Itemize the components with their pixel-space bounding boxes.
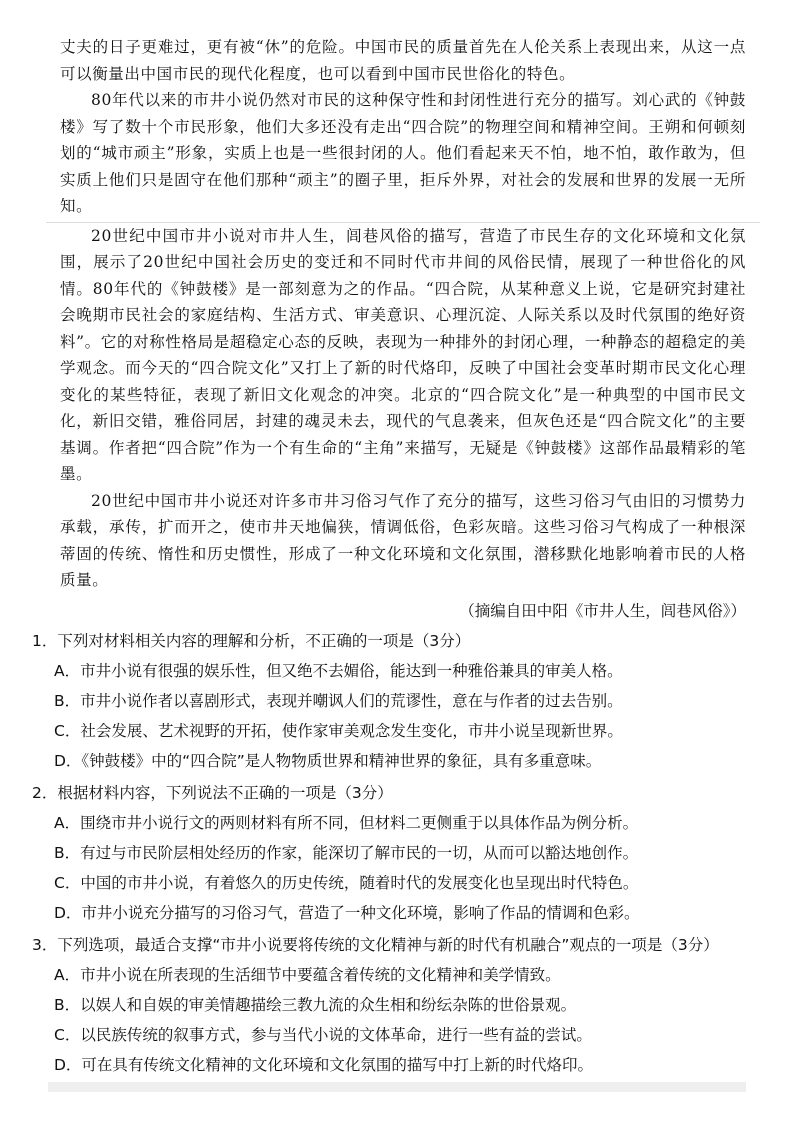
option-c[interactable]: C．社会发展、艺术视野的开拓，使作家审美观念发生变化，市井小说呈现新世界。 bbox=[54, 721, 623, 740]
option-c[interactable]: C．中国的市井小说，有着悠久的历史传统，随着时代的发展变化也呈现出时代特色。 bbox=[54, 873, 639, 892]
option-b[interactable]: B．市井小说作者以喜剧形式，表现并嘲讽人们的荒谬性，意在与作者的过去告别。 bbox=[54, 691, 623, 710]
source-citation: （摘编自田中阳《市井人生，闾巷风俗》） bbox=[459, 601, 746, 620]
scan-bottom-band bbox=[48, 1082, 746, 1092]
option-a[interactable]: A．市井小说有很强的娱乐性，但又绝不去媚俗，能达到一种雅俗兼具的审美人格。 bbox=[54, 661, 623, 680]
option-a[interactable]: A．市井小说在所表现的生活细节中要蕴含着传统的文化精神和美学情致。 bbox=[54, 965, 561, 984]
option-b[interactable]: B．以娱人和自娱的审美情趣描绘三教九流的众生相和纷纭杂陈的世俗景观。 bbox=[54, 995, 577, 1014]
option-c[interactable]: C．以民族传统的叙事方式，参与当代小说的文体革命，进行一些有益的尝试。 bbox=[54, 1025, 592, 1044]
question-3 bbox=[32, 930, 746, 1080]
question-1 bbox=[32, 626, 746, 776]
passage-paragraph-2: 80年代以来的市井小说仍然对市民的这种保守性和封闭性进行充分的描写。刘心武的《钟鼓楼》写了数十个市民形象，他们大多还没有走出“四合院”的物理空间和精神空间。王朔和何顿刻划的“城市顽主”形象，实质上也是一些很封闭的人。他们看起来天不怕，地不怕，敢作敢为，但实质上他们只是固守在他们那种“顽主”的圈子里，拒斥外界，对社会的发展和世界的发展一无所知。 bbox=[60, 91, 746, 215]
option-d[interactable]: D．《钟鼓楼》中的“四合院”是人物物质世界和精神世界的象征，具有多重意味。 bbox=[54, 751, 602, 770]
option-d[interactable]: D．可在具有传统文化精神的文化环境和文化氛围的描写中打上新的时代烙印。 bbox=[54, 1055, 593, 1074]
question-stem: 3．下列选项，最适合支撑“市井小说要将传统的文化精神与新的时代有机融合”观点的一项是（3分） bbox=[32, 935, 719, 954]
passage-paragraph-1: 丈夫的日子更难过，更有被“休”的危险。中国市民的质量首先在人伦关系上表现出来，从这一点可以衡量出中国市民的现代化程度，也可以看到中国市民世俗化的特色。 bbox=[60, 38, 746, 83]
option-a[interactable]: A．围绕市井小说行文的两则材料有所不同，但材料二更侧重于以具体作品为例分析。 bbox=[54, 813, 639, 832]
option-d[interactable]: D．市井小说充分描写的习俗习气，营造了一种文化环境，影响了作品的情调和色彩。 bbox=[54, 903, 640, 922]
passage-paragraph-3: 20世纪中国市井小说对市井人生，闾巷风俗的描写，营造了市民生存的文化环境和文化氛围，展示了20世纪中国社会历史的变迁和不同时代市井间的风俗民情，展现了一种世俗化的风情。80年代的《钟鼓楼》是一部刻意为之的作品。“四合院，从某种意义上说，它是研究封建社会晚期市民社会的家庭结构、生活方式、审美意识、心理沉淀、人际关系以及时代氛围的绝好资料”。它的对称性格局是超稳定心态的反映，表现为一种排外的封闭心理，一种静态的超稳定的美学观念。而今天的“四合院文化”又打上了新的时代烙印，反映了中国社会变革时期市民文化心理变化的某些特征，表现了新旧文化观念的冲突。北京的“四合院文化”是一种典型的中国市民文化，新旧交错，雅俗同居，封建的魂灵未去，现代的气息袭来，但灰色还是“四合院文化”的主要基调。作者把“四合院”作为一个有生命的“主角”来描写，无疑是《钟鼓楼》这部作品最精彩的笔墨。 bbox=[60, 226, 746, 483]
question-stem: 2．根据材料内容，下列说法不正确的一项是（3分） bbox=[32, 783, 393, 802]
question-stem: 1．下列对材料相关内容的理解和分析，不正确的一项是（3分） bbox=[32, 631, 471, 650]
question-2 bbox=[32, 778, 746, 928]
passage-paragraph-4: 20世纪中国市井小说还对许多市井习俗习气作了充分的描写，这些习俗习气由旧的习惯势力承载，承传，扩而开之，使市井天地偏狭，情调低俗，色彩灰暗。这些习俗习气构成了一种根深蒂固的传统、惰性和历史惯性，形成了一种文化环境和文化氛围，潜移默化地影响着市民的人格质量。 bbox=[60, 491, 746, 589]
option-b[interactable]: B．有过与市民阶层相处经历的作家，能深切了解市民的一切，从而可以豁达地创作。 bbox=[54, 843, 639, 862]
